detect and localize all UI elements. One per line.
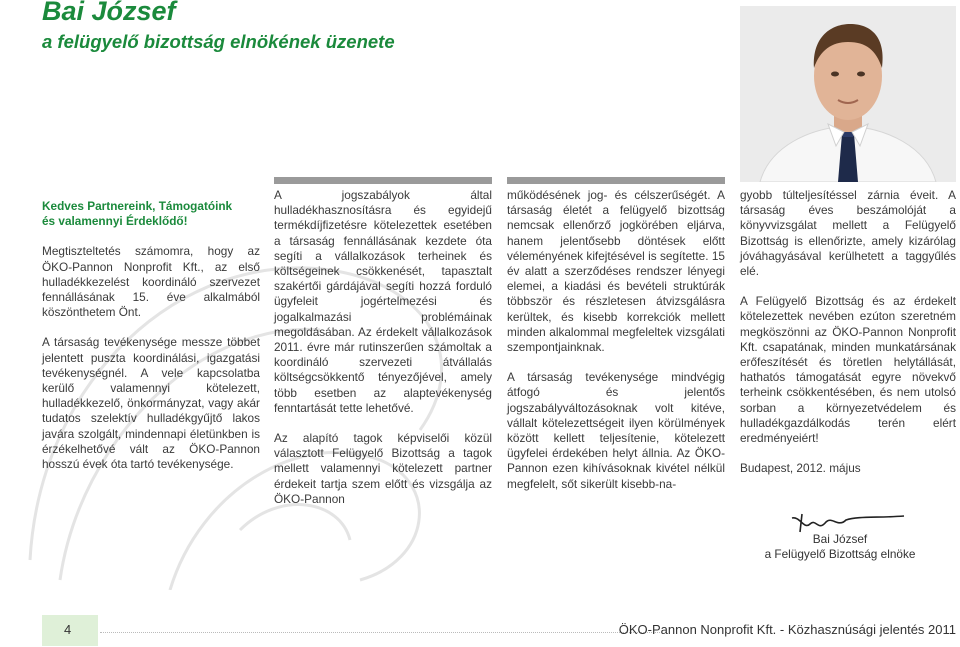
portrait-illustration <box>740 6 956 182</box>
page-subtitle: a felügyelő bizottság elnökének üzenete <box>42 31 395 52</box>
signature-block <box>760 532 920 562</box>
greeting <box>42 199 260 229</box>
signer-name: Bai József <box>812 532 868 546</box>
paragraph: Az alapító tagok képviselői közül választott Felügyelő Bizottság a tagok mellett valamennyi kötelezett partner érdekeit tartja szem előtt és vizsgálja az ÖKO-Pannon <box>274 431 492 506</box>
paragraph: A jogszabályok által hulladékhasznosításra és egyidejű termékdíjfizetésre kötelezettek esetében a társaság fennállásának kezdete óta segíti a vállalkozások terheinek és költségeinek csökkenését, tapasztalt szakértői gárdájával segíti hozzá forduló ügyfeleit jogértelmezési és jogalkalmazási problémáinak megoldásában. Az érdekelt vállalkozások 2011. évre már rutinszerűen számoltak a koordináló szervezeti átvállalás költségcsökkentő tényezőjével, amely több esetben az alaptevékenység fenntartását tette lehetővé. <box>274 188 492 415</box>
text-column-4 <box>740 188 956 491</box>
text-column-3 <box>507 188 725 507</box>
page-title: Bai József <box>42 0 176 26</box>
paragraph: A társaság tevékenysége messze többet jelentett puszta koordinálási, igazgatási tevékenységnél. A vele kapcsolatba kerülő valamennyi kötelezett, hulladékkezelő, önkormányzat, vagy akár tudatos szelektív hulladékgyűjtő lakos javára szolgált, mindennapi életünkben is érzékelhetővé vált az ÖKO-Pannon hosszú évek óta tartó tevékenysége. <box>42 335 260 472</box>
footer-dotted-rule <box>100 632 660 633</box>
signer-role: a Felügyelő Bizottság elnöke <box>764 547 916 561</box>
paragraph: működésének jog- és célszerűségét. A társaság életét a felügyelő bizottság nemcsak ellenőrző jogkörében eljárva, hanem jelentősebb döntések előtt véleményének kifejtésével is segítette. 15 év alatt a szerződéses rendszer lényegi elemei, a kiadási és bevételi struktúrák többször és részletesen átvizsgálásra kerültek, és kisebb korrekciók mellett minden alkalommal megfeleltek vizsgálati szempontjainknak. <box>507 188 725 355</box>
column-divider-bar <box>274 177 492 184</box>
greeting-line-2: és valamennyi Érdeklődő! <box>42 214 188 229</box>
paragraph: A Felügyelő Bizottság és az érdekelt kötelezettek nevében ezúton szeretném megköszönni az ÖKO-Pannon Nonprofit Kft. csapatának, minden munkatársának erőfeszítését és töretlen helytállását, hathatós támogatását egyre növekvő terheink csökkentésében, és nem utolsó sorban a környezetvédelem és hulladékgazdálkodás terén elért eredményeiért! <box>740 294 956 446</box>
paragraph: Megtiszteltetés számomra, hogy az ÖKO-Pannon Nonprofit Kft., az első hulladékkezelést koordináló szervezet fennállásának 15. éve alkalmából köszönthetem Önt. <box>42 244 260 320</box>
column-divider-bar <box>507 177 725 184</box>
text-column-2 <box>274 188 492 522</box>
text-column-1 <box>42 199 260 487</box>
paragraph: A társaság tevékenysége mindvégig átfogó és jelentős jogszabályváltozásoknak volt kitéve, vállalt kötelezettségeit ilyen körülmények között kellett teljesítenie, kötelezett ügyfelei érdekében helyt állnia. Az ÖKO-Pannon ezen kihívásoknak kivétel nélkül megfelelt, sőt sikerült kisebb-na- <box>507 370 725 491</box>
paragraph: gyobb túlteljesítéssel zárnia éveit. A társaság éves beszámolóját a könyvvizsgálat mellett a Felügyelő Bizottság is ellenőrizte, amely kizárólag jóváhagyásával kerülhetett a taggyűlés elé. <box>740 188 956 279</box>
portrait-photo <box>740 6 956 182</box>
letter-date: Budapest, 2012. május <box>740 461 861 476</box>
page-number: 4 <box>64 622 72 637</box>
greeting-line-1: Kedves Partnereink, Támogatóink <box>42 199 233 213</box>
footer-publication-title: ÖKO-Pannon Nonprofit Kft. - Közhasznúsági jelentés 2011 <box>618 622 956 637</box>
